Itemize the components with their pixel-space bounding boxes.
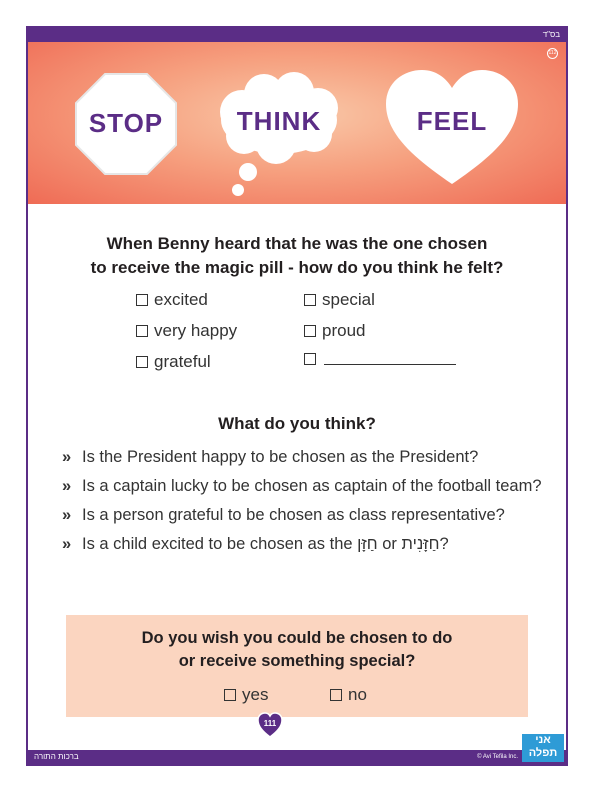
- option-label: proud: [322, 321, 366, 340]
- checkbox-icon[interactable]: [304, 353, 316, 365]
- option-label: no: [348, 685, 367, 704]
- list-item: [62, 446, 542, 468]
- option-label: very happy: [154, 321, 238, 340]
- stop-label: STOP: [88, 108, 164, 138]
- checkbox-icon[interactable]: [330, 689, 342, 701]
- wish-line2: or receive something special?: [178, 652, 416, 670]
- think-cloud: [214, 72, 344, 212]
- copyright: © Avi Tefila Inc.: [477, 754, 518, 760]
- list-item: [62, 504, 542, 526]
- option-proud[interactable]: [304, 321, 365, 341]
- logo-line1: אני: [535, 734, 551, 746]
- feel-heart: [384, 68, 520, 188]
- option-very-happy[interactable]: [136, 321, 237, 341]
- question-list: [62, 446, 542, 562]
- page-badge: 112: [547, 48, 558, 59]
- top-bar: [28, 28, 566, 42]
- option-other[interactable]: [304, 352, 456, 365]
- bottom-bar: [28, 750, 566, 764]
- bullet-icon: »: [62, 477, 72, 495]
- question-line2: to receive the magic pill - how do you think he felt?: [90, 258, 504, 277]
- bullet-icon: »: [62, 506, 72, 524]
- option-label: yes: [242, 685, 269, 704]
- wish-box: [66, 615, 528, 717]
- page-number: 111: [263, 719, 277, 728]
- what-do-you-think-title: What do you think?: [218, 414, 376, 433]
- list-item: [62, 475, 542, 497]
- checkbox-icon[interactable]: [224, 689, 236, 701]
- list-item: [62, 533, 542, 555]
- bullet-icon: »: [62, 448, 72, 466]
- option-no[interactable]: [330, 685, 367, 705]
- hebrew-header: בס"ד: [542, 30, 560, 39]
- logo-line2: תפלה: [528, 747, 558, 759]
- think-label: THINK: [236, 106, 322, 136]
- stop-think-feel-banner: [28, 42, 566, 204]
- question-line1: When Benny heard that he was the one: [106, 234, 428, 253]
- feel-label: FEEL: [416, 106, 488, 136]
- wish-question: [66, 627, 528, 673]
- blank-answer-line[interactable]: [324, 352, 456, 365]
- option-special[interactable]: [304, 290, 375, 310]
- footer-title: ברכות התורה: [34, 752, 79, 761]
- option-grateful[interactable]: [136, 352, 211, 372]
- checkbox-icon[interactable]: [136, 325, 148, 337]
- list-item-text: Is a captain lucky to be chosen as captain of the football team?: [82, 477, 542, 495]
- chosen-word: chosen: [427, 234, 488, 253]
- option-label: grateful: [154, 352, 211, 371]
- checkbox-icon[interactable]: [136, 356, 148, 368]
- option-label: excited: [154, 290, 208, 309]
- list-item-text: Is a person grateful to be chosen as class representative?: [82, 506, 505, 524]
- stop-sign: [74, 72, 178, 176]
- option-excited[interactable]: [136, 290, 208, 310]
- page-frame: [26, 26, 568, 766]
- ani-tefila-logo: [522, 734, 564, 762]
- option-yes[interactable]: [224, 685, 268, 705]
- bullet-icon: »: [62, 535, 72, 553]
- thought-cloud-icon: [214, 72, 344, 212]
- list-item-text: Is the President happy to be chosen as the President?: [82, 448, 479, 466]
- checkbox-icon[interactable]: [304, 325, 316, 337]
- checkbox-icon[interactable]: [136, 294, 148, 306]
- list-item-text: Is a child excited to be chosen as the חַזָּן or חַזָּנִית?: [82, 535, 449, 553]
- checkbox-icon[interactable]: [304, 294, 316, 306]
- option-label: special: [322, 290, 375, 309]
- wish-line1: Do you wish you could be chosen to do: [141, 629, 453, 647]
- question-title: [28, 232, 566, 280]
- page-number-badge: [257, 712, 283, 738]
